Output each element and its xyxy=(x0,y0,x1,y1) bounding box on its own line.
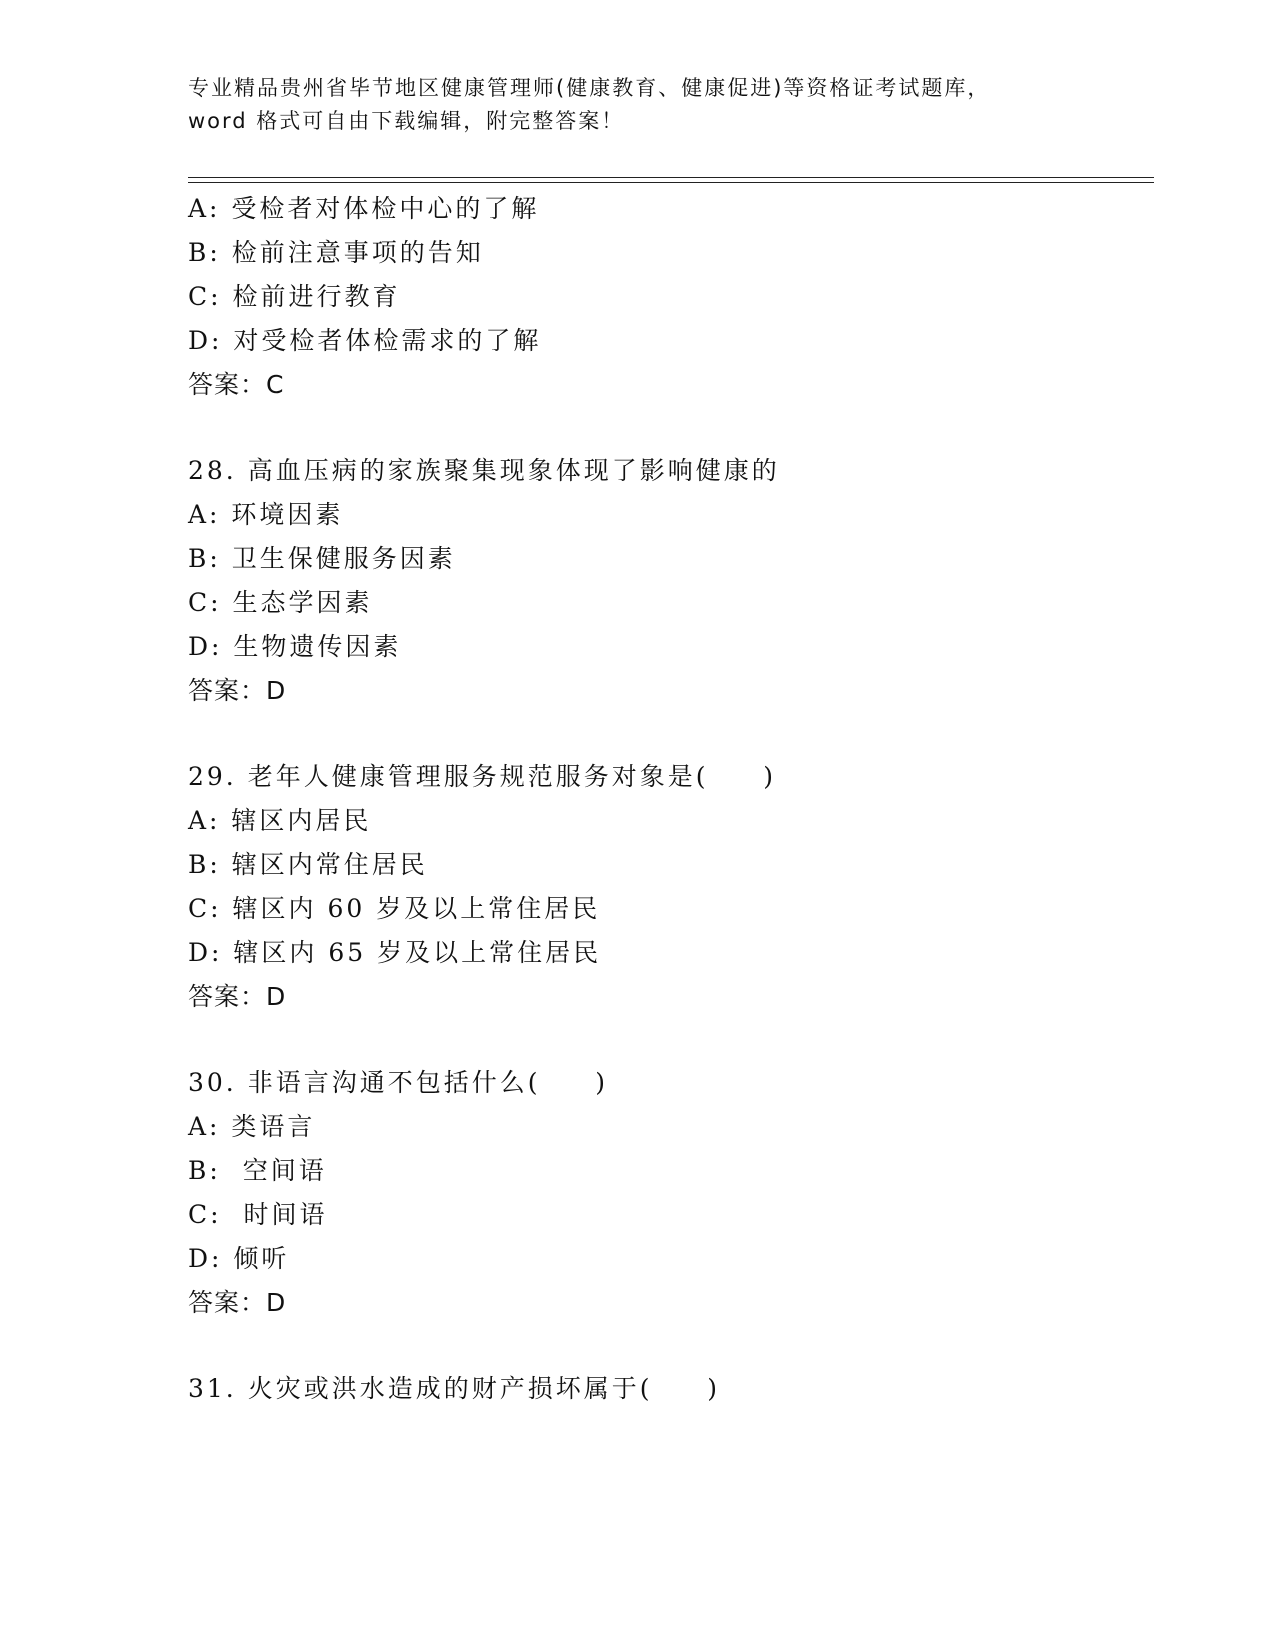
q27-option-c: C: 检前进行教育 xyxy=(188,282,401,311)
header-divider-top xyxy=(188,177,1154,178)
q28-option-a: A: 环境因素 xyxy=(188,500,344,529)
q28-answer: 答案：D xyxy=(188,676,287,705)
q27-option-b: B: 检前注意事项的告知 xyxy=(188,238,484,267)
q30-question: 30. 非语言沟通不包括什么( ) xyxy=(188,1068,608,1097)
q30-option-a: A: 类语言 xyxy=(188,1112,316,1141)
q31-question: 31. 火灾或洪水造成的财产损坏属于( ) xyxy=(188,1374,720,1403)
q27-option-a: A: 受检者对体检中心的了解 xyxy=(188,194,540,223)
q29-answer: 答案：D xyxy=(188,982,287,1011)
q29-question: 29. 老年人健康管理服务规范服务对象是( ) xyxy=(188,762,776,791)
q27-answer: 答案：C xyxy=(188,370,285,399)
q28-option-d: D: 生物遗传因素 xyxy=(188,632,402,661)
q30-answer: 答案：D xyxy=(188,1288,287,1317)
header-line-1: 专业精品贵州省毕节地区健康管理师(健康教育、健康促进)等资格证考试题库， xyxy=(188,76,991,100)
q28-option-b: B: 卫生保健服务因素 xyxy=(188,544,456,573)
q28-question: 28. 高血压病的家族聚集现象体现了影响健康的 xyxy=(188,456,780,485)
q30-option-b: B: 空间语 xyxy=(188,1156,327,1185)
q30-option-d: D: 倾听 xyxy=(188,1244,290,1273)
q28-option-c: C: 生态学因素 xyxy=(188,588,373,617)
document-header xyxy=(188,72,1088,138)
q30-option-c: C: 时间语 xyxy=(188,1200,328,1229)
header-line-2: word 格式可自由下载编辑，附完整答案！ xyxy=(188,109,625,133)
header-divider-bottom xyxy=(188,182,1154,183)
q29-option-a: A: 辖区内居民 xyxy=(188,806,372,835)
q27-option-d: D: 对受检者体检需求的了解 xyxy=(188,326,542,355)
q29-option-b: B: 辖区内常住居民 xyxy=(188,850,428,879)
q29-option-d: D: 辖区内 65 岁及以上常住居民 xyxy=(188,938,602,967)
q29-option-c: C: 辖区内 60 岁及以上常住居民 xyxy=(188,894,601,923)
